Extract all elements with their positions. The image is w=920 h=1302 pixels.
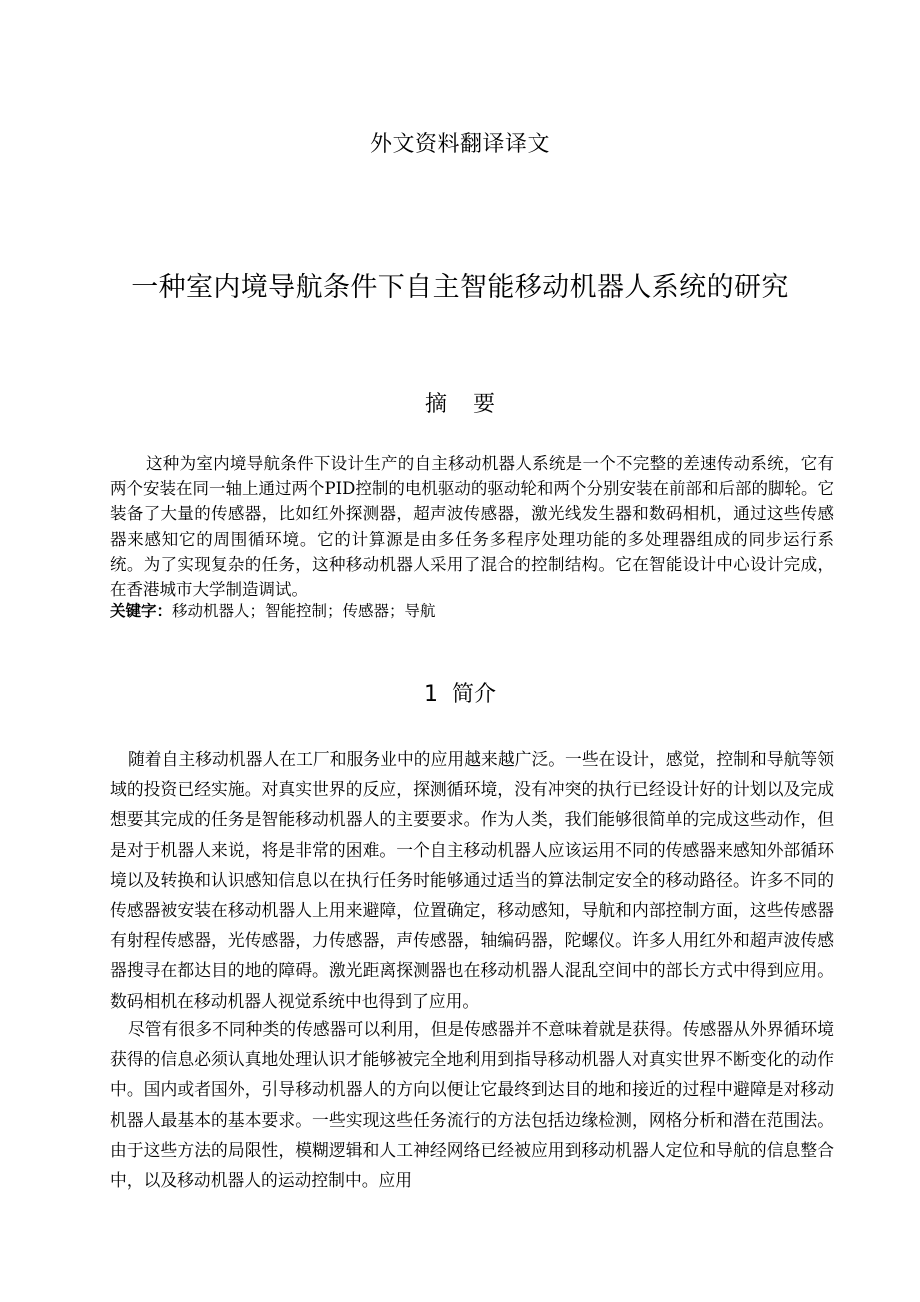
keywords-label: 关键字：: [110, 602, 173, 620]
paper-title: 一种室内境导航条件下自主智能移动机器人系统的研究: [131, 272, 789, 303]
document-type-heading: 外文资料翻译译文: [369, 132, 550, 157]
body-paragraph: 随着自主移动机器人在工厂和服务业中的应用越来越广泛。一些在设计，感觉，控制和导航等领域的投资已经实施。对真实世界的反应，探测循环境，没有冲突的执行已经设计好的计划以及完成想要其完成的任务是智能移动机器人的主要要求。作为人类，我们能够很简单的完成这些动作，但是对于机器人来说，将是非常的困难。一个自主移动机器人应该运用不同的传感器来感知外部循环境以及转换和认识感知信息以在执行任务时能够通过适当的算法制定安全的移动路径。许多不同的传感器被安装在移动机器人上用来避障，位置确定，移动感知，导航和内部控制方面，这些传感器有射程传感器，光传感器，力传感器，声传感器，轴编码器，陀螺仪。许多人用红外和超声波传感器搜寻在都达目的地的障碍。激光距离探测器也在移动机器人混乱空间中的部长方式中得到应用。数码相机在移动机器人视觉系统中也得到了应用。: [110, 749, 834, 1011]
body-paragraph: 尽管有很多不同种类的传感器可以利用，但是传感器并不意味着就是获得。传感器从外界循环境获得的信息必须认真地处理认识才能够被完全地利用到指导移动机器人对真实世界不断变化的动作中。国内或者国外，引导移动机器人的方向以便让它最终到达目的地和接近的过程中避障是对移动机器人最基本的基本要求。一些实现这些任务流行的方法包括边缘检测，网格分析和潜在范围法。由于这些方法的局限性，模糊逻辑和人工神经网络已经被应用到移动机器人定位和导航的信息整合中，以及移动机器人的运动控制中。应用: [110, 1019, 834, 1191]
section-heading-introduction: [0, 678, 920, 712]
section-number: 1: [423, 682, 438, 707]
abstract-paragraph: 这种为室内境导航条件下设计生产的自主移动机器人系统是一个不完整的差速传动系统，它有两个安装在同一轴上通过两个PID控制的电机驱动的驱动轮和两个分别安装在前部和后部的脚轮。它装备了大量的传感器，比如红外探测器，超声波传感器，激光线发生器和数码相机，通过这些传感器来感知它的周围循环境。它的计算源是由多任务多程序处理功能的多处理器组成的同步运行系统。为了实现复杂的任务，这种移动机器人采用了混合的控制结构。它在智能设计中心设计完成，在香港城市大学制造调试。: [110, 454, 834, 600]
abstract-heading: 摘要: [424, 392, 521, 417]
keywords-line: [110, 599, 834, 623]
section-title: 简介: [451, 682, 496, 707]
keywords-values: 移动机器人；智能控制；传感器；导航: [172, 602, 436, 620]
